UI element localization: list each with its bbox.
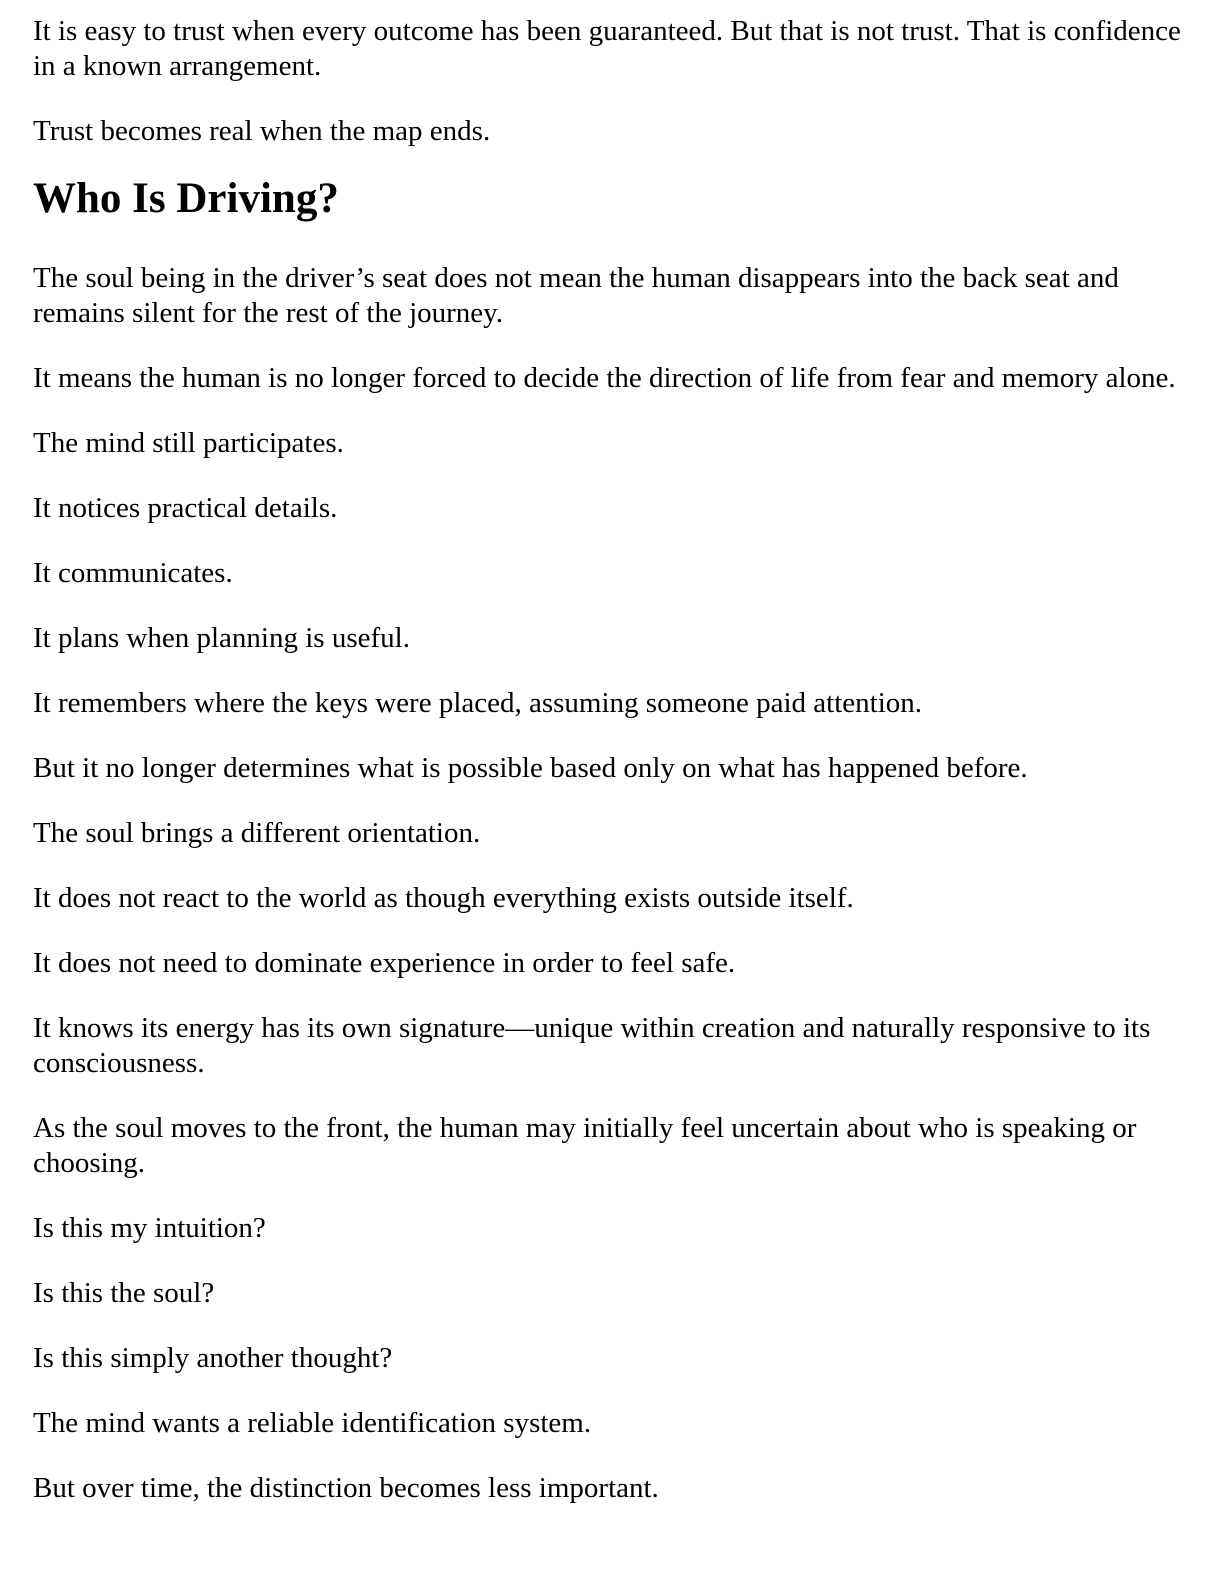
body-paragraph: The soul brings a different orientation. [33,817,481,849]
body-paragraph: Is this simply another thought? [33,1342,393,1374]
body-paragraph: But over time, the distinction becomes less important. [33,1472,659,1504]
body-paragraph: It remembers where the keys were placed, assuming someone paid attention. [33,687,923,719]
body-paragraph: But it no longer determines what is possible based only on what has happened before. [33,752,1028,784]
intro-paragraph: Trust becomes real when the map ends. [33,115,491,147]
body-paragraph: It does not need to dominate experience in order to feel safe. [33,947,736,979]
body-paragraph: The mind still participates. [33,427,344,459]
body-paragraph: It plans when planning is useful. [33,622,410,654]
section-heading: Who Is Driving? [33,175,339,222]
body-paragraph: Is this my intuition? [33,1212,266,1244]
intro-paragraph: It is easy to trust when every outcome has been guaranteed. But that is not trust. That is confidence in a known arrangement. [33,15,1181,82]
body-paragraph: It knows its energy has its own signature—unique within creation and naturally responsive to its consciousness. [33,1012,1151,1079]
body-paragraph: It notices practical details. [33,492,338,524]
body-paragraph: It communicates. [33,557,233,589]
body-paragraph: It means the human is no longer forced to decide the direction of life from fear and memory alone. [33,362,1176,394]
body-paragraph: The soul being in the driver’s seat does not mean the human disappears into the back seat and remains silent for the rest of the journey. [33,262,1119,329]
body-paragraph: The mind wants a reliable identification system. [33,1407,592,1439]
body-paragraph: Is this the soul? [33,1277,215,1309]
body-paragraph: It does not react to the world as though everything exists outside itself. [33,882,854,914]
body-paragraph: As the soul moves to the front, the human may initially feel uncertain about who is speaking or choosing. [33,1112,1137,1179]
